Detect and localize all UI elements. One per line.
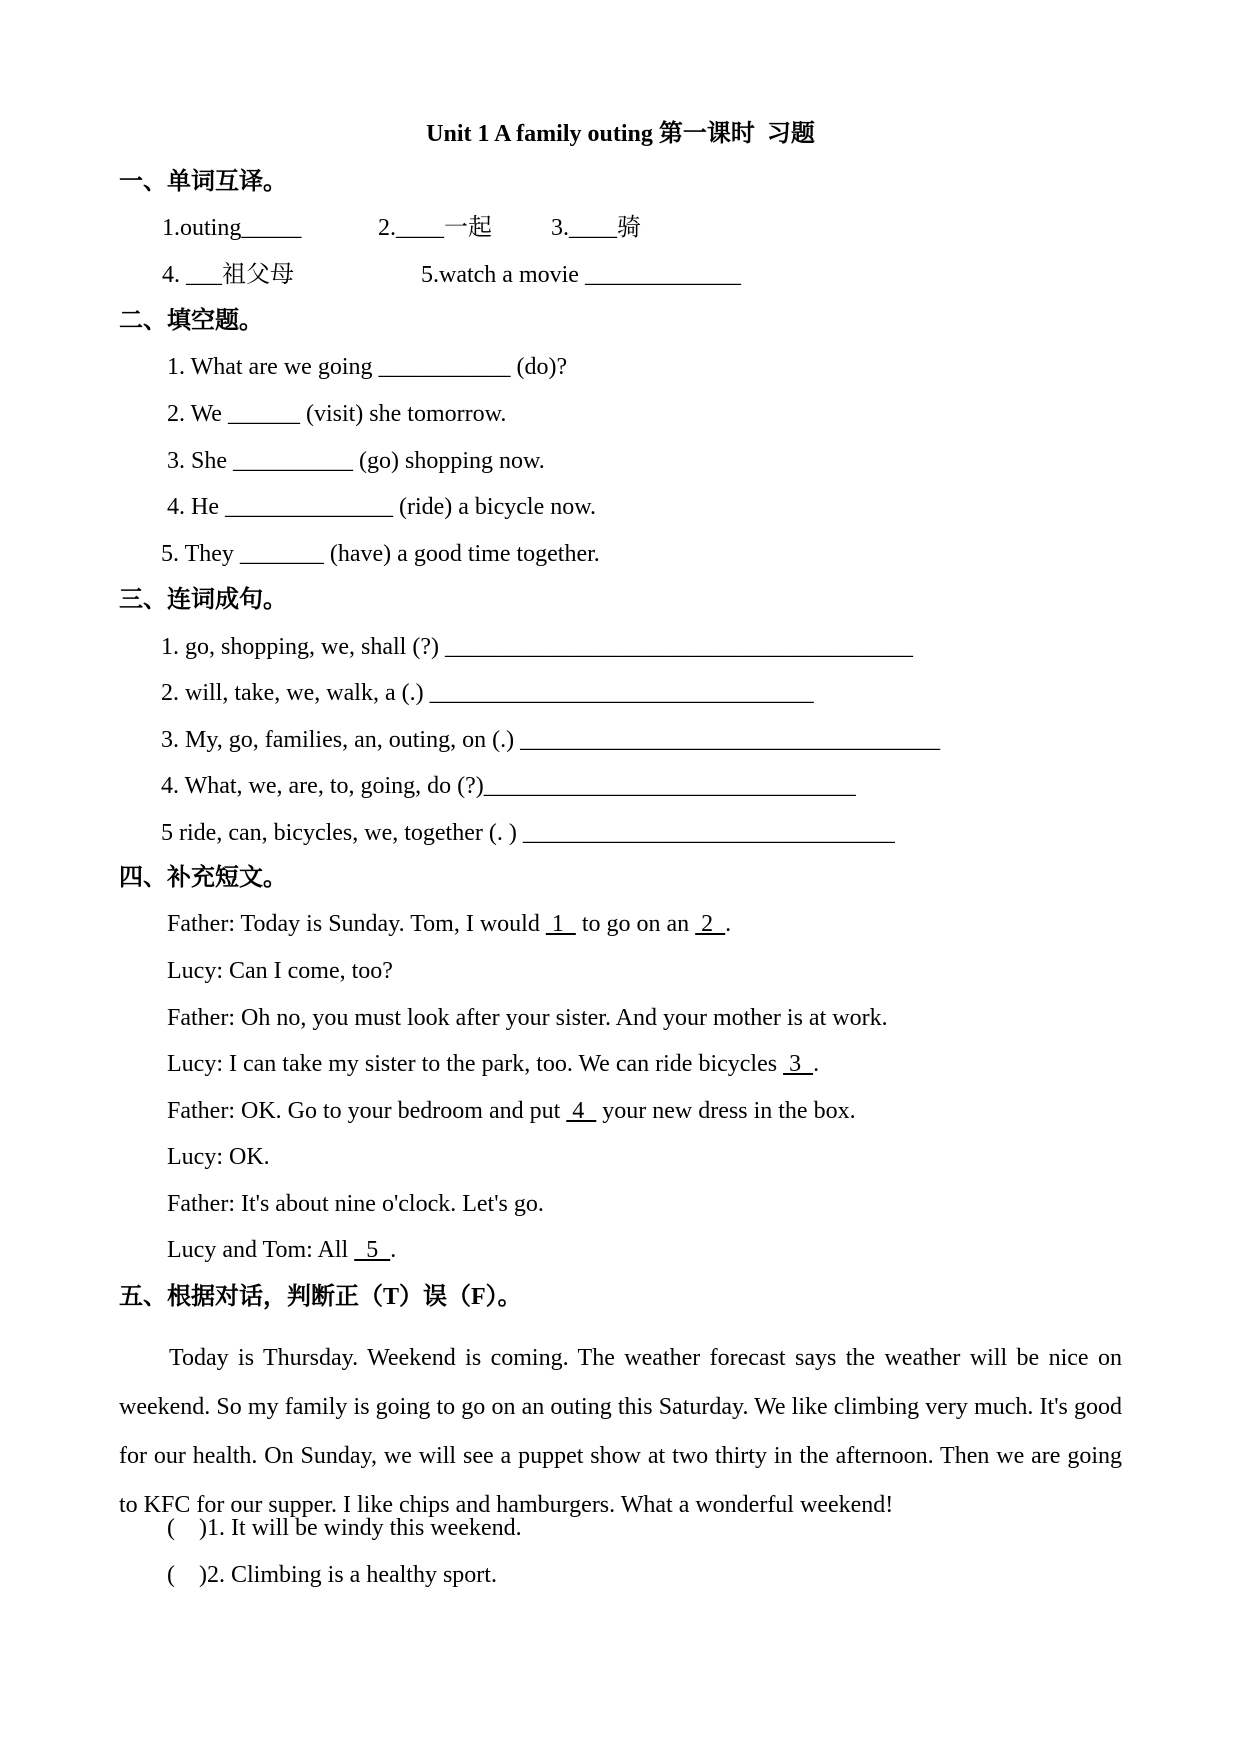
vocab-item-1: 1.outing_____ [162, 215, 302, 241]
dialogue-text: . [725, 911, 732, 937]
sentence-item-1: 1. go, shopping, we, shall (?) _______________________________________ [161, 634, 913, 660]
dialogue-text: Father: Oh no, you must look after your sister. And your mother is at work. [167, 1005, 888, 1031]
dialogue-line [167, 1049, 819, 1079]
dialogue-text: your new dress in the box. [596, 1098, 856, 1124]
section-3-heading: 三、连词成句。 [119, 587, 287, 613]
dialogue-text: Lucy: Can I come, too? [167, 958, 393, 984]
dialogue-blank-1: 1 [545, 911, 576, 937]
dialogue-text: Lucy: OK. [167, 1144, 270, 1170]
vocab-item-5: 5.watch a movie _____________ [421, 262, 741, 288]
sentence-item-4: 4. What, we, are, to, going, do (?)_______________________________ [161, 773, 856, 799]
section-2-heading: 二、填空题。 [119, 308, 263, 334]
dialogue-text: . [813, 1051, 820, 1077]
dialogue-text: Father: Today is Sunday. Tom, I would [167, 911, 546, 937]
vocab-item-4: 4. ___祖父母 [162, 262, 294, 288]
fill-item-3: 3. She __________ (go) shopping now. [167, 448, 545, 474]
dialogue-blank-2: 2 [695, 911, 726, 937]
dialogue-text: Father: OK. Go to your bedroom and put [167, 1098, 567, 1124]
dialogue-blank-3: 3 [783, 1051, 814, 1077]
dialogue-line [167, 1235, 396, 1265]
dialogue-blank-4: 4 [566, 1098, 597, 1124]
dialogue-text: to go on an [575, 911, 696, 937]
section-1-heading: 一、单词互译。 [119, 169, 287, 195]
section-5-heading: 五、根据对话，判断正（T）误（F）。 [119, 1284, 522, 1310]
dialogue-line [167, 1142, 270, 1172]
dialogue-line [167, 1096, 856, 1126]
sentence-item-2: 2. will, take, we, walk, a (.) ________________________________ [161, 680, 814, 706]
fill-item-4: 4. He ______________ (ride) a bicycle now. [167, 494, 596, 520]
dialogue-blank-5: 5 [354, 1237, 391, 1263]
vocab-item-3: 3.____骑 [551, 215, 641, 241]
dialogue-text: Lucy: I can take my sister to the park, too. We can ride bicycles [167, 1051, 784, 1077]
section-4-heading: 四、补充短文。 [119, 865, 287, 891]
fill-item-2: 2. We ______ (visit) she tomorrow. [167, 401, 507, 427]
dialogue-line [167, 909, 731, 939]
dialogue-line [167, 1003, 888, 1033]
sentence-item-3: 3. My, go, families, an, outing, on (.) ___________________________________ [161, 727, 941, 753]
judge-item-2: ( )2. Climbing is a healthy sport. [167, 1562, 497, 1588]
sentence-item-5: 5 ride, can, bicycles, we, together (. ) _______________________________ [161, 820, 895, 846]
vocab-item-2: 2.____一起 [378, 215, 492, 241]
dialogue-text: Father: It's about nine o'clock. Let's go. [167, 1191, 544, 1217]
judge-item-1: ( )1. It will be windy this weekend. [167, 1515, 522, 1541]
fill-item-5: 5. They _______ (have) a good time together. [161, 541, 600, 567]
dialogue-text: Lucy and Tom: All [167, 1237, 355, 1263]
dialogue-line [167, 1189, 544, 1219]
fill-item-1: 1. What are we going ___________ (do)? [167, 354, 568, 380]
page-title: Unit 1 A family outing 第一课时 习题 [426, 121, 815, 147]
dialogue-text: . [390, 1237, 397, 1263]
reading-passage: Today is Thursday. Weekend is coming. The weather forecast says the weather will be nice on weekend. So my family is going to go on an outing this Saturday. We like climbing very much. It's good for our health. On Sunday, we will see a puppet show at two thirty in the afternoon. Then we are going to KFC for our supper. I like chips and hamburgers. What a wonderful weekend! [119, 1345, 1122, 1518]
dialogue-line [167, 956, 393, 986]
